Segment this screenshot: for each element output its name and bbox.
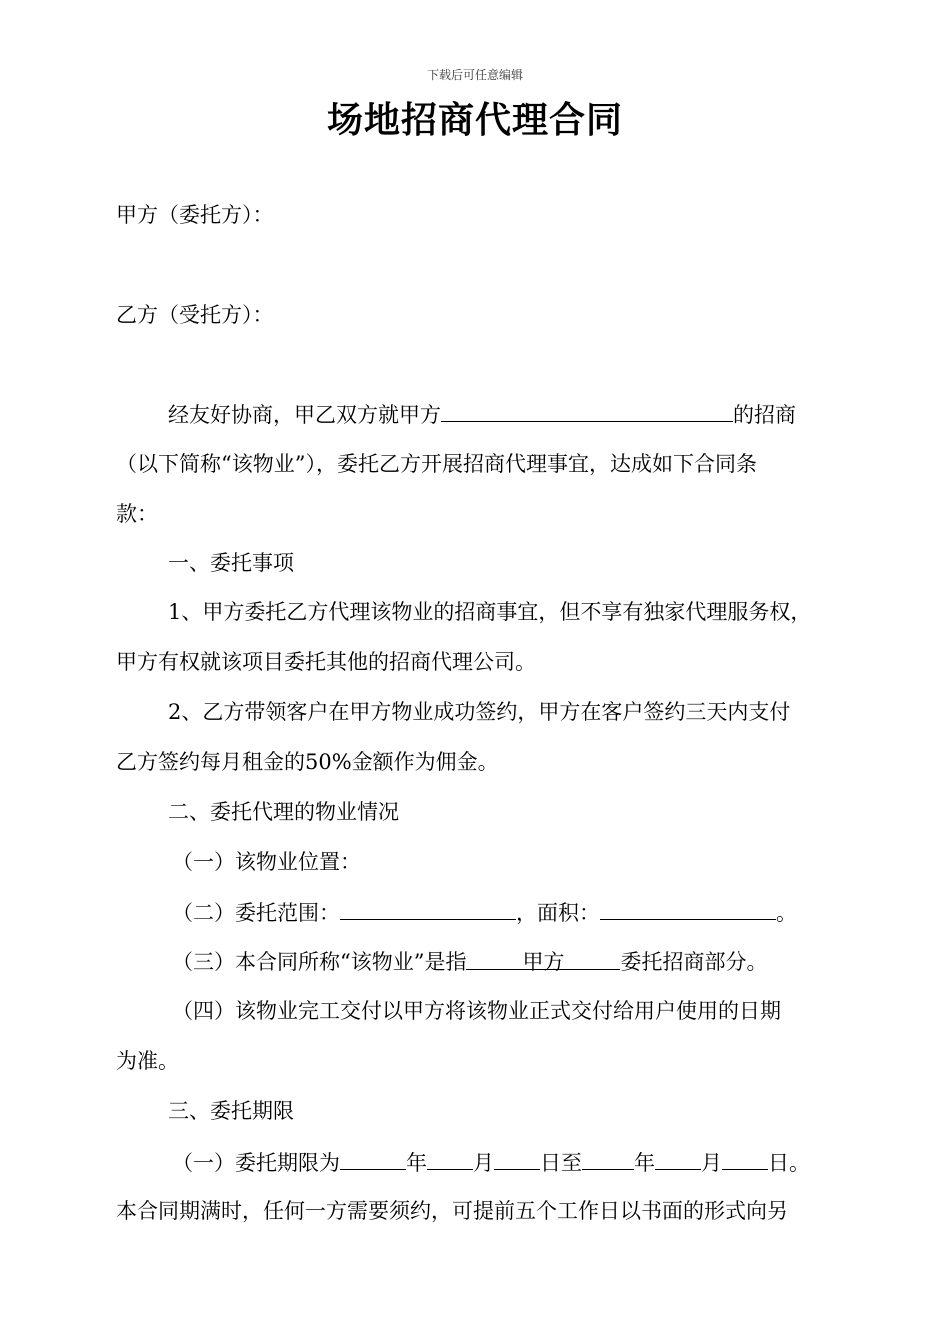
section-2-item-4-line-1: （四）该物业完工交付以甲方将该物业正式交付给用户使用的日期: [172, 999, 781, 1023]
intro-line-1: [168, 399, 888, 430]
section-3-item-1: [172, 1147, 892, 1178]
item-3-text-a: （三）本合同所称“该物业”是指: [172, 950, 467, 974]
section-2-item-1: （一）该物业位置：: [172, 850, 361, 874]
end-year-blank: [582, 1147, 634, 1170]
year-label-2: 年: [634, 1151, 655, 1175]
month-label-1: 月: [473, 1151, 494, 1175]
item-2-end: 。: [776, 901, 797, 925]
intro-text-b: 的招商: [733, 403, 796, 427]
party-b-label: 乙方（受托方）：: [116, 303, 274, 327]
header-note: 下载后可任意编辑: [426, 68, 523, 82]
term-label: （一）委托期限为: [172, 1151, 340, 1175]
section-1-item-1-line-1: 1、甲方委托乙方代理该物业的招商事宜，但不享有独家代理服务权，: [168, 600, 812, 624]
section-1-item-1-line-2: 甲方有权就该项目委托其他的招商代理公司。: [116, 650, 536, 674]
document-title: 场地招商代理合同: [326, 100, 623, 141]
day-label-2: 日。: [768, 1151, 810, 1175]
area-label: ，面积：: [516, 901, 600, 925]
year-label-1: 年: [406, 1151, 427, 1175]
end-month-blank: [655, 1147, 701, 1170]
intro-line-3: 款：: [116, 502, 158, 526]
end-day-blank: [722, 1147, 768, 1170]
section-2-heading: 二、委托代理的物业情况: [168, 800, 399, 824]
property-name-blank: [441, 399, 733, 422]
section-2-item-2: [172, 897, 892, 928]
area-blank: [600, 897, 776, 920]
scope-label: （二）委托范围：: [172, 901, 340, 925]
intro-text-a: 经友好协商，甲乙双方就甲方: [168, 403, 441, 427]
item-3-fill: 甲方: [466, 947, 620, 970]
section-1-heading: 一、委托事项: [168, 551, 294, 575]
section-1-item-2-line-1: 2、乙方带领客户在甲方物业成功签约，甲方在客户签约三天内支付: [168, 700, 791, 724]
month-label-2: 月: [701, 1151, 722, 1175]
section-1-item-2-line-2: 乙方签约每月租金的50%金额作为佣金。: [116, 750, 499, 774]
section-2-item-3: [172, 947, 892, 977]
start-month-blank: [427, 1147, 473, 1170]
intro-line-2: （以下简称“该物业”），委托乙方开展招商代理事宜，达成如下合同条: [116, 452, 757, 476]
start-year-blank: [340, 1147, 406, 1170]
section-3-item-1-line-2: 本合同期满时，任何一方需要须约，可提前五个工作日以书面的形式向另: [116, 1199, 788, 1223]
day-label-1: 日至: [540, 1151, 582, 1175]
scope-blank: [340, 897, 516, 920]
item-3-text-b: 委托招商部分。: [620, 950, 768, 974]
section-2-item-4-line-2: 为准。: [116, 1049, 179, 1073]
start-day-blank: [494, 1147, 540, 1170]
party-a-label: 甲方（委托方）：: [116, 203, 274, 227]
section-3-heading: 三、委托期限: [168, 1099, 294, 1123]
